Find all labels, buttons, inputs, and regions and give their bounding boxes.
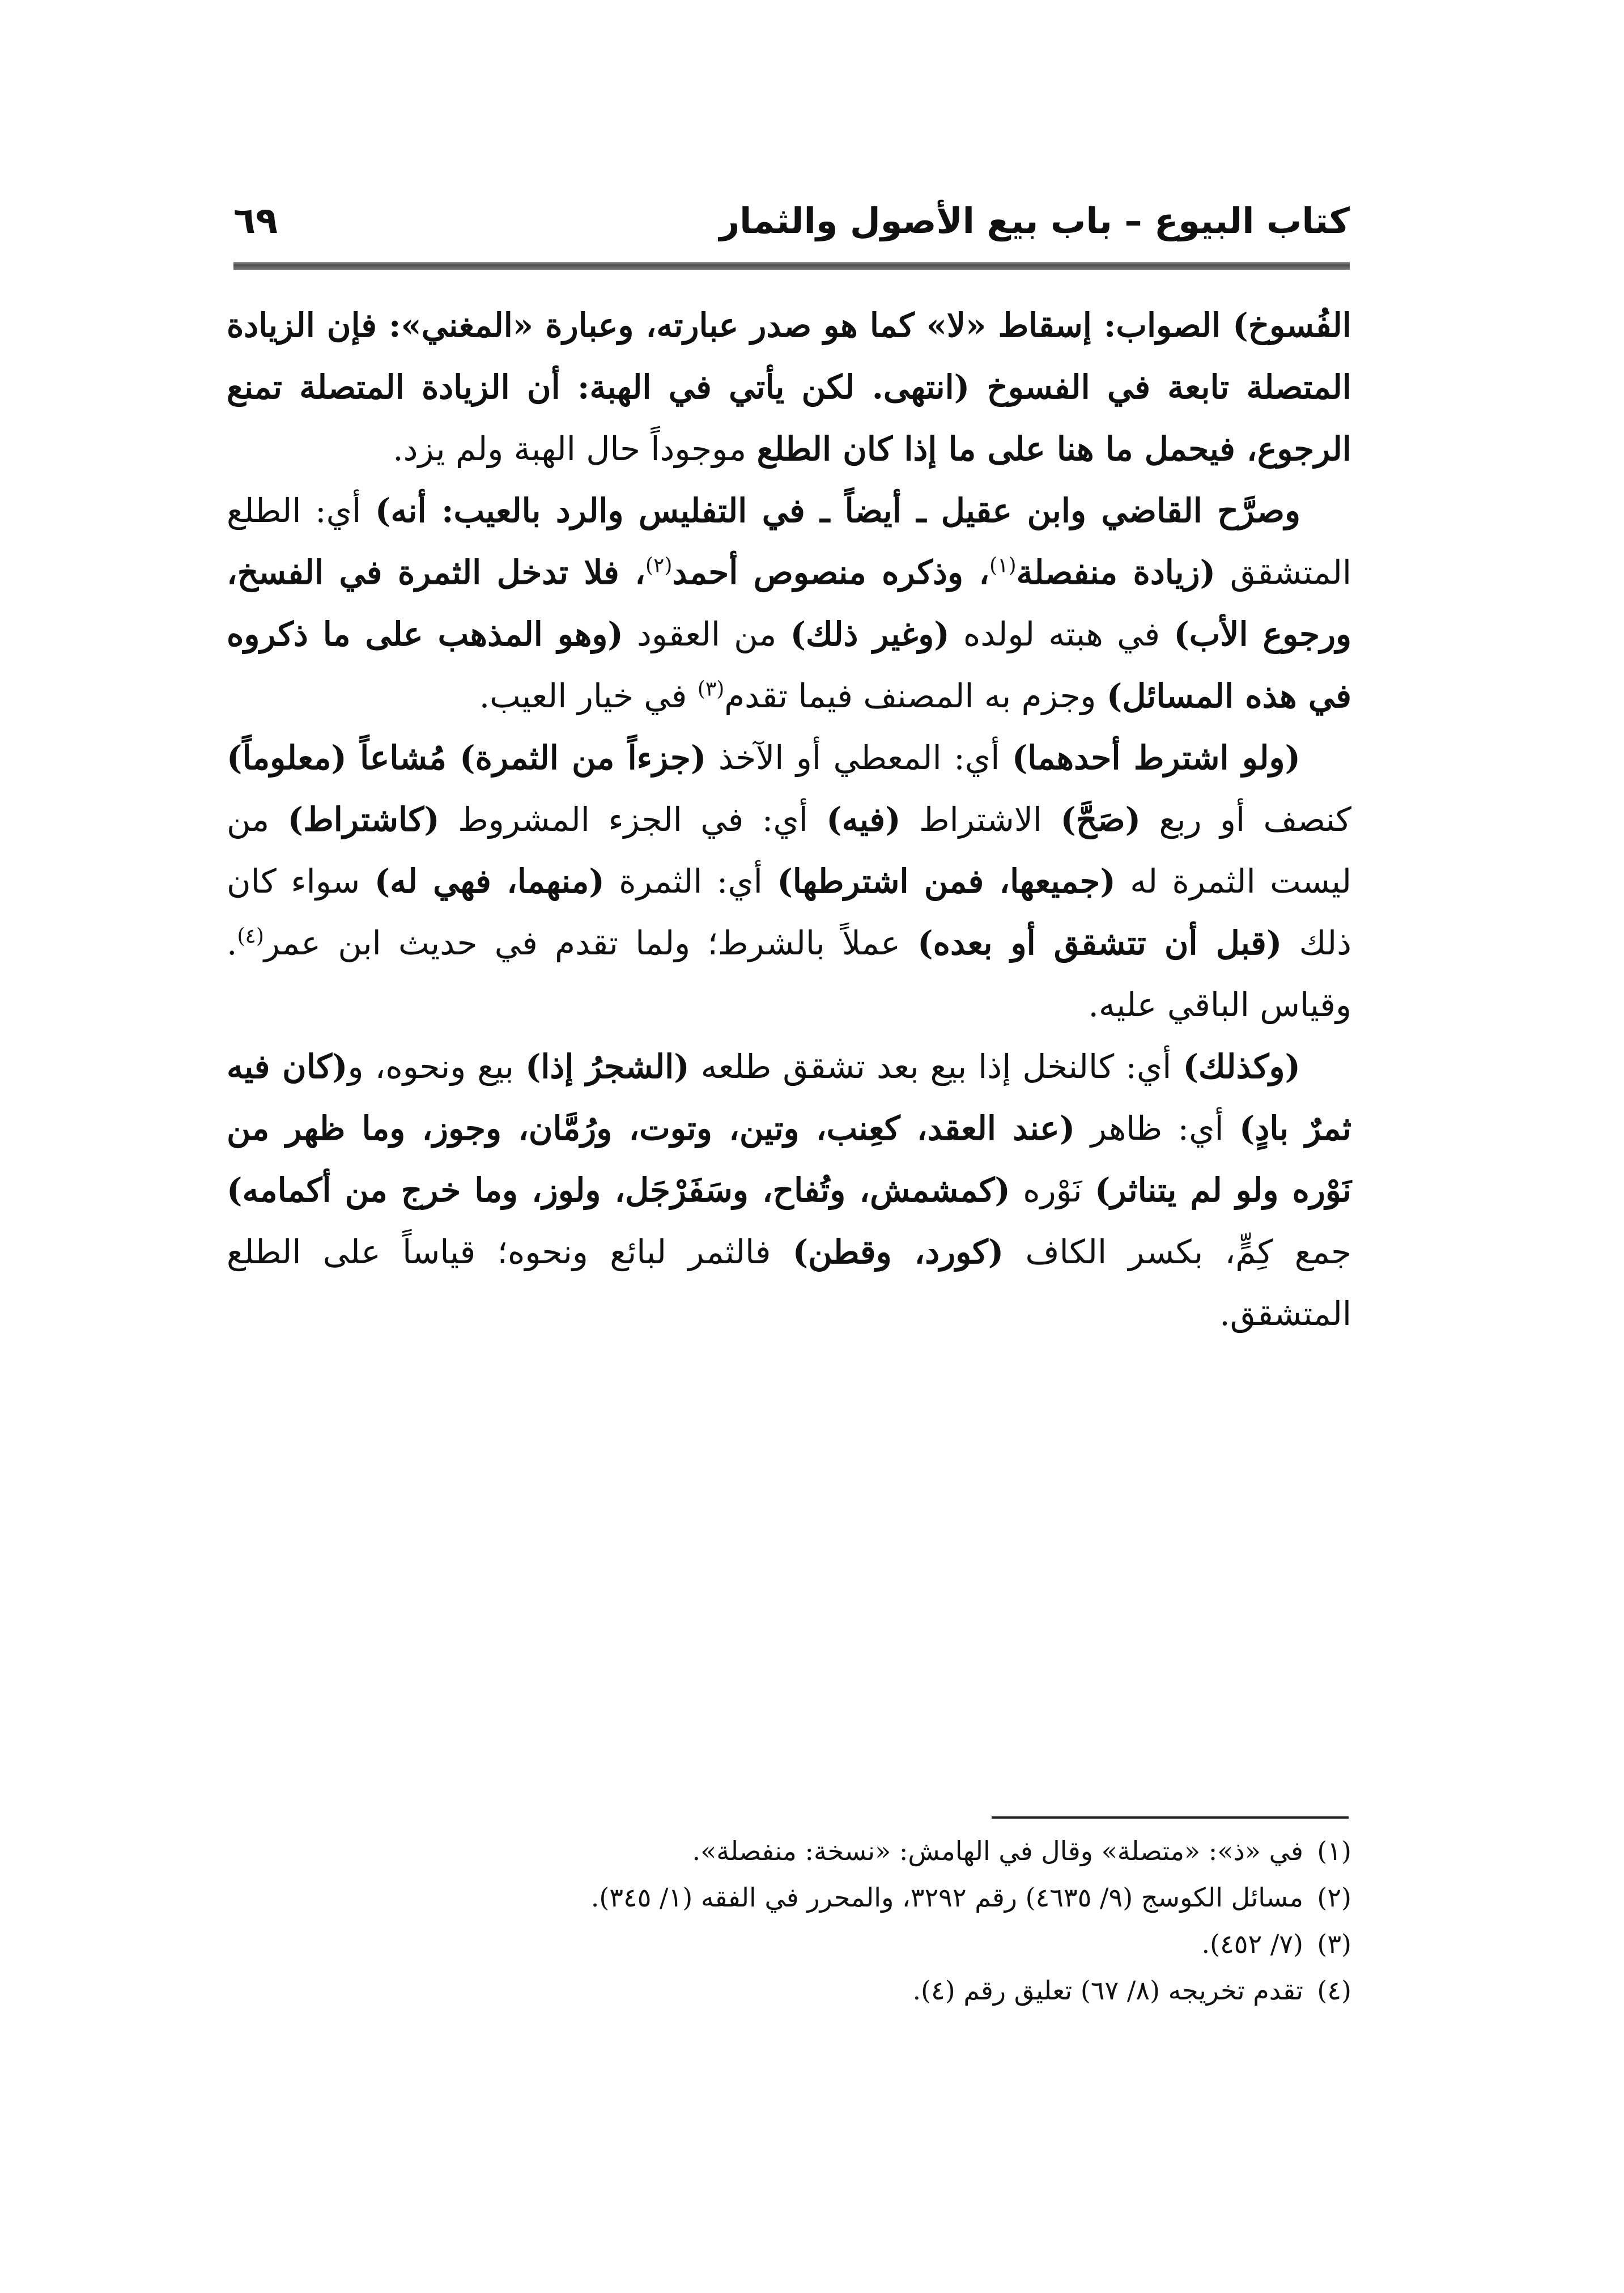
header-rule (233, 262, 1350, 270)
text-plain: الاشتراط (900, 800, 1061, 839)
text-plain: أي: ظاهر (1075, 1109, 1240, 1148)
text-plain: في خيار العيب. (479, 677, 698, 715)
text-plain: جمع كِمٍّ، بكسر الكاف (1004, 1233, 1351, 1271)
text-bold: (انتهى. لكن يأتي في الهبة: أن الزيادة المتصلة تمنع الرجوع، فيحمل ما هنا على ما إذا كان الطلع (227, 368, 1351, 468)
text-bold: (جزءاً من الثمرة) مُشاعاً (معلوماً) (227, 738, 707, 777)
text-bold: (كمشمش، وتُفاح، وسَفَرْجَل، ولوز، وما خرج من أكمامه) (227, 1171, 1010, 1209)
footnote-ref[interactable]: (١) (989, 554, 1017, 578)
text-bold: (صَحَّ) (1060, 800, 1141, 839)
footnote-text: تقدم تخريجه (٨/ ٦٧) تعليق رقم (٤). (912, 1975, 1303, 2006)
main-text (227, 295, 1351, 1345)
text-bold: وصرَّح القاضي وابن عقيل ـ أيضاً ـ في التفليس والرد بالعيب: أنه) (375, 491, 1300, 530)
text-plain: من ليست الثمرة له (227, 800, 1351, 901)
footnote-text: مسائل الكوسج (٩/ ٤٦٣٥) رقم ٣٢٩٢، والمحرر في الفقه (١/ ٣٤٥). (590, 1882, 1303, 1913)
text-plain: سواء كان ذلك (227, 862, 1351, 962)
text-bold: (جميعها، فمن اشترطها) (777, 862, 1116, 901)
footnote-ref[interactable]: (٣) (697, 677, 725, 701)
footnote-number: (٣) (1317, 1929, 1351, 1959)
text-bold: (وغير ذلك) (790, 615, 950, 653)
text-plain: وجزم به المصنف فيما تقدم (724, 677, 1107, 715)
text-bold: ، وذكره منصوص أحمد (672, 553, 990, 592)
paragraph-1 (227, 295, 1351, 480)
footnote-separator (992, 1816, 1349, 1819)
footnote-4 (227, 1967, 1351, 2014)
footnote-text: في «ذ»: «متصلة» وقال في الهامش: «نسخة: منفصلة». (692, 1836, 1303, 1866)
running-title: كتاب البيوع – باب بيع الأصول والثمار (719, 200, 1350, 241)
text-plain: أي: المعطي أو الآخذ (706, 738, 1012, 777)
text-bold: (وكذلك) (1183, 1047, 1300, 1086)
text-plain: بيع ونحوه، و (347, 1047, 525, 1086)
footnote-number: (٤) (1317, 1975, 1351, 2006)
footnote-2 (227, 1874, 1351, 1921)
paragraph-4 (227, 1036, 1351, 1345)
text-plain: . وقياس الباقي عليه. (227, 924, 1351, 1024)
text-plain: في هبته لولده (949, 615, 1174, 653)
page-header (233, 193, 1350, 255)
footnotes (227, 1828, 1351, 2014)
paragraph-2 (227, 480, 1351, 727)
text-plain: أي: في الجزء المشروط (439, 800, 827, 839)
footnote-number: (١) (1317, 1836, 1351, 1866)
text-plain: أي: الثمرة (604, 862, 777, 901)
footnote-ref[interactable]: (٢) (645, 554, 673, 578)
text-bold: (قبل أن تتشقق أو بعده) (917, 924, 1282, 962)
footnote-3 (227, 1921, 1351, 1967)
text-bold: الفُسوخ) الصواب: إسقاط «لا» كما هو صدر عبارته، وعبارة «المغني»: فإن الزيادة المتصلة تابعة في الفسوخ (227, 306, 1351, 406)
footnote-1 (227, 1828, 1351, 1874)
text-plain: فالثمر لبائع ونحوه؛ قياساً على الطلع المتشقق. (227, 1233, 1351, 1333)
text-bold: (عند العقد، كعِنب، وتين، وتوت، ورُمَّان، وجوز، وما ظهر من نَوْره ولو لم يتناثر) (227, 1109, 1352, 1209)
text-bold: (كاشتراط) (287, 800, 440, 839)
text-bold: (زيادة منفصلة (1016, 553, 1216, 592)
text-bold: (الشجرُ إذا) (525, 1047, 690, 1086)
footnote-ref[interactable]: (٤) (237, 924, 264, 948)
text-plain: نَوْره (1010, 1171, 1095, 1209)
footnote-number: (٢) (1317, 1882, 1351, 1913)
text-plain: موجوداً حال الهبة ولم يزد. (393, 430, 757, 468)
text-bold: (ولو اشترط أحدهما) (1011, 738, 1300, 777)
text-plain: أي: كالنخل إذا بيع بعد تشقق طلعه (689, 1047, 1183, 1086)
text-bold: ، فلا تدخل الثمرة في الفسخ، ورجوع الأب) (227, 553, 1351, 653)
paragraph-3 (227, 727, 1351, 1036)
page-number: ٦٩ (233, 200, 278, 242)
text-plain: كنصف أو ربع (1141, 800, 1351, 839)
text-bold: (وهو المذهب على ما ذكروه في هذه المسائل) (227, 615, 1351, 715)
text-plain: عملاً بالشرط؛ ولما تقدم في حديث ابن عمر (263, 924, 918, 962)
text-plain: من العقود (623, 615, 790, 653)
text-plain: أي: الطلع المتشقق (227, 491, 1351, 592)
text-bold: (كورد، وقطن) (792, 1233, 1004, 1271)
footnote-text: (٧/ ٤٥٢). (1201, 1929, 1303, 1959)
text-bold: (منهما، فهي له) (374, 862, 605, 901)
text-bold: (فيه) (826, 800, 901, 839)
text-bold: (كان فيه ثمرٌ بادٍ) (227, 1047, 1352, 1148)
